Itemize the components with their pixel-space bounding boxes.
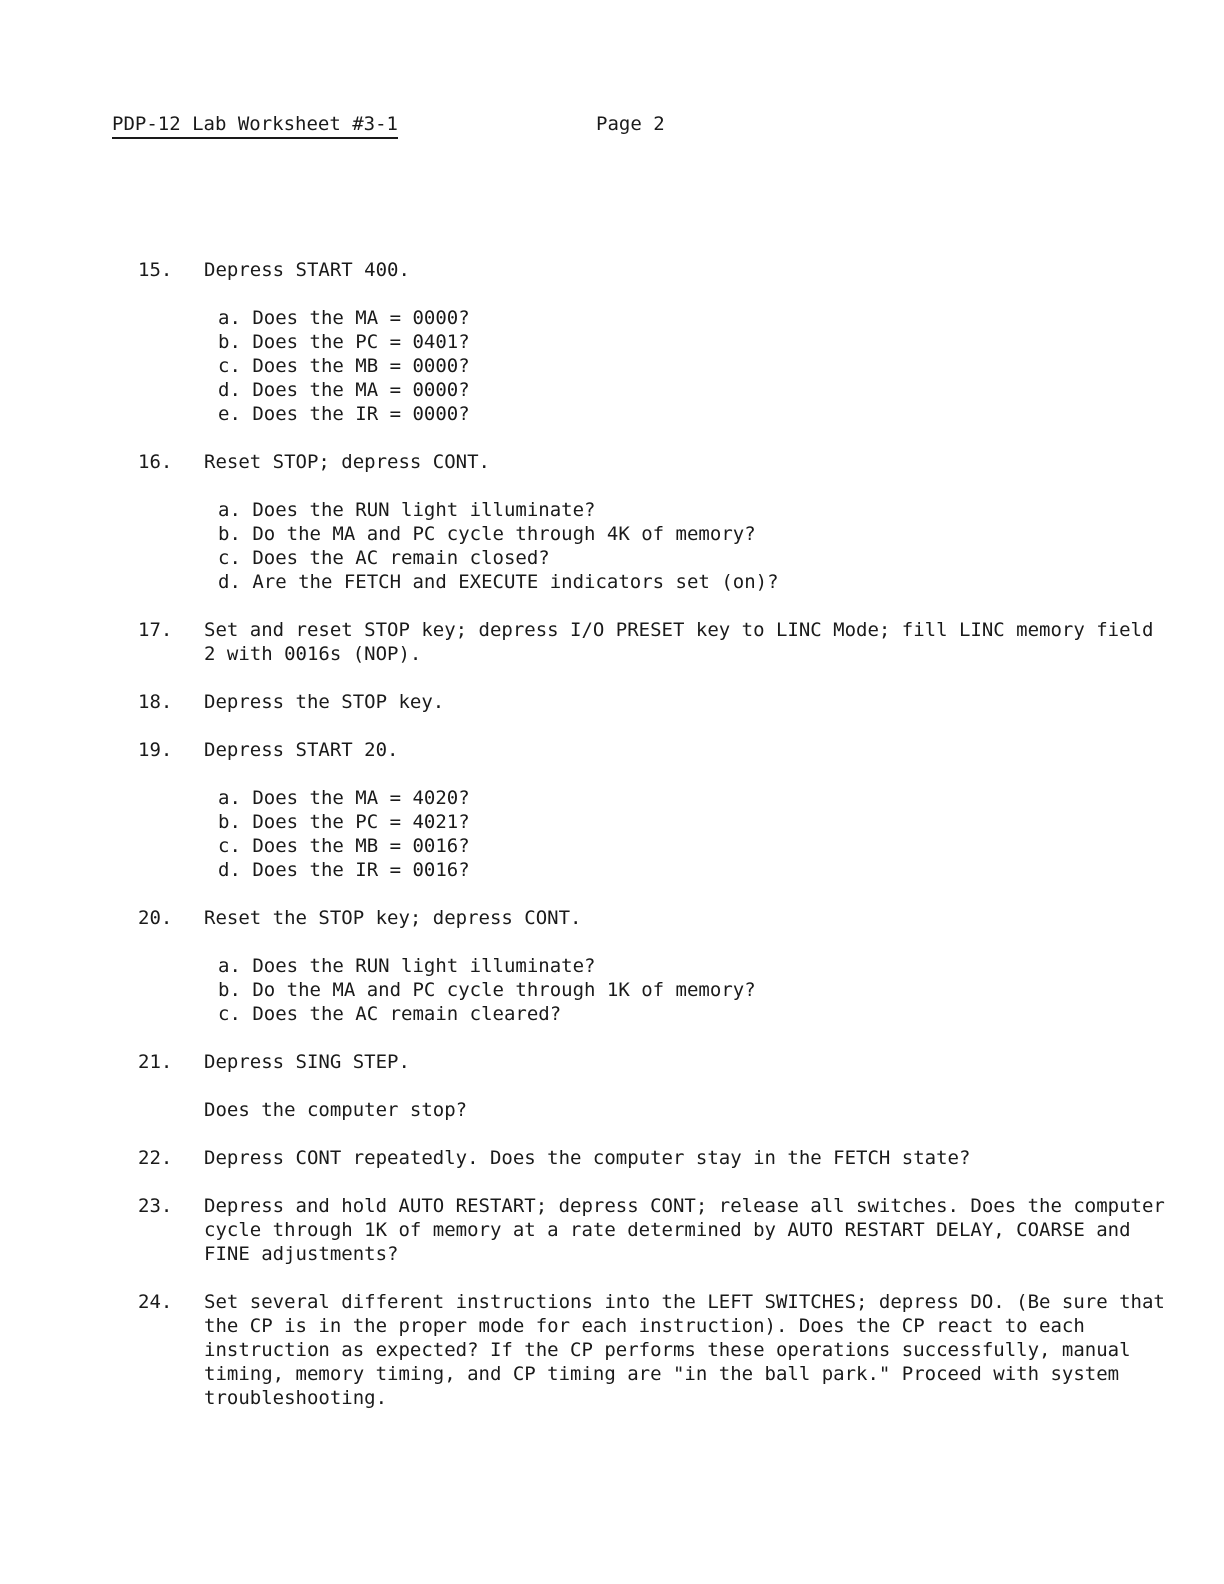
sub-question: b. Do the MA and PC cycle through 1K of memory? (218, 979, 756, 1001)
sub-question-list (218, 306, 1168, 426)
step-19 (138, 738, 1168, 882)
sub-question: a. Does the MA = 0000? (218, 307, 470, 329)
step-question: Does the computer stop? (204, 1099, 468, 1121)
step-20 (138, 906, 1168, 1026)
steps-list (138, 258, 1168, 1410)
sub-question-list (218, 786, 1168, 882)
step-text: Depress SING STEP. (204, 1051, 410, 1073)
step-text: Depress the STOP key. (204, 691, 445, 713)
step-15 (138, 258, 1168, 426)
step-number: 19. (138, 739, 173, 761)
sub-question: b. Does the PC = 4021? (218, 811, 470, 833)
step-number: 18. (138, 691, 173, 713)
sub-question: c. Does the AC remain cleared? (218, 1003, 562, 1025)
step-number: 22. (138, 1147, 173, 1169)
step-24 (138, 1290, 1168, 1410)
sub-question: e. Does the IR = 0000? (218, 403, 470, 425)
step-22 (138, 1146, 1168, 1170)
step-number: 21. (138, 1051, 173, 1073)
step-16 (138, 450, 1168, 594)
step-text: Depress START 400. (204, 259, 410, 281)
worksheet-title: PDP-12 Lab Worksheet #3-1 (112, 112, 398, 139)
step-text: Depress CONT repeatedly. Does the computer stay in the FETCH state? (204, 1147, 971, 1169)
sub-question: c. Does the MB = 0016? (218, 835, 470, 857)
step-21 (138, 1050, 1168, 1122)
step-number: 17. (138, 619, 173, 641)
sub-question: b. Do the MA and PC cycle through 4K of memory? (218, 523, 756, 545)
step-text: Set and reset STOP key; depress I/O PRESET key to LINC Mode; fill LINC memory field 2 with 0016s (NOP). (204, 619, 1154, 665)
step-23 (138, 1194, 1168, 1266)
sub-question: c. Does the AC remain closed? (218, 547, 550, 569)
step-17 (138, 618, 1168, 666)
step-text: Reset STOP; depress CONT. (204, 451, 490, 473)
step-text: Depress and hold AUTO RESTART; depress CONT; release all switches. Does the computer cycle through 1K of memory at a rate determined by AUTO RESTART DELAY, COARSE and FINE adjustments? (204, 1195, 1165, 1265)
step-number: 24. (138, 1291, 173, 1313)
sub-question: a. Does the RUN light illuminate? (218, 499, 596, 521)
step-number: 15. (138, 259, 173, 281)
page-number: Page 2 (596, 113, 665, 135)
sub-question: d. Does the MA = 0000? (218, 379, 470, 401)
step-number: 20. (138, 907, 173, 929)
step-number: 23. (138, 1195, 173, 1217)
step-text: Set several different instructions into the LEFT SWITCHES; depress DO. (Be sure that the CP is in the proper mode for each instruction). Does the CP react to each instruction as expected? If the CP performs these operations successfully, manual timing, memory timing, and CP timing are "in the ball park." Proceed with system troubleshooting. (204, 1291, 1165, 1409)
sub-question-list (218, 954, 1168, 1026)
sub-question: b. Does the PC = 0401? (218, 331, 470, 353)
sub-question: d. Does the IR = 0016? (218, 859, 470, 881)
sub-question: c. Does the MB = 0000? (218, 355, 470, 377)
step-text: Reset the STOP key; depress CONT. (204, 907, 582, 929)
step-18 (138, 690, 1168, 714)
sub-question: a. Does the RUN light illuminate? (218, 955, 596, 977)
step-text: Depress START 20. (204, 739, 399, 761)
sub-question-list (218, 498, 1168, 594)
step-number: 16. (138, 451, 173, 473)
sub-question: d. Are the FETCH and EXECUTE indicators set (on)? (218, 571, 779, 593)
sub-question: a. Does the MA = 4020? (218, 787, 470, 809)
